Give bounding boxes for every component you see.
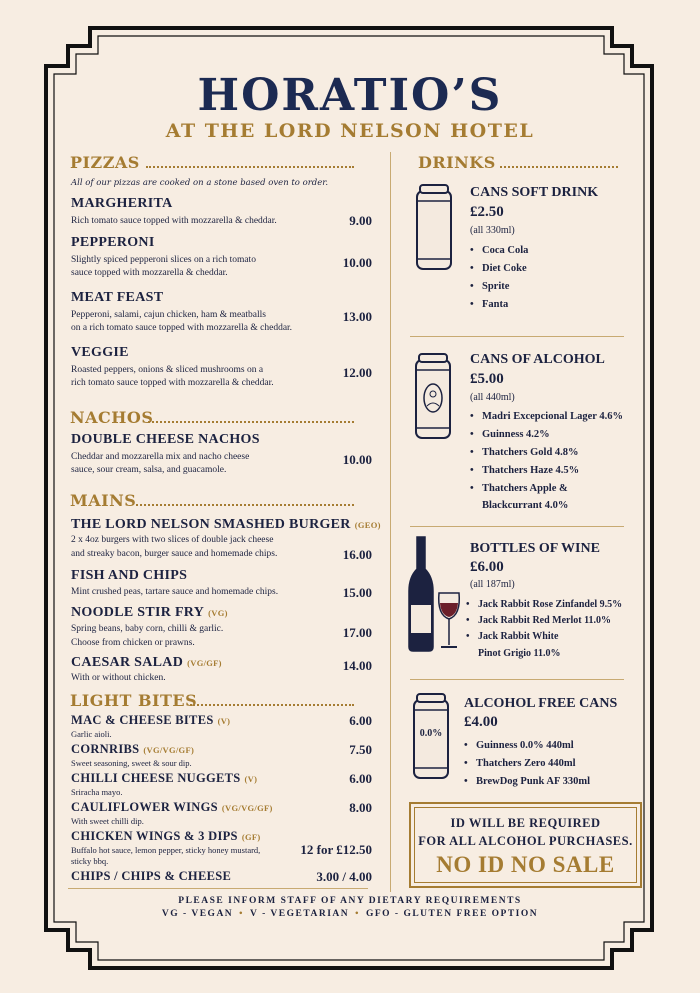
section-heading-pizzas: PIZZAS: [70, 153, 140, 172]
beer-can-icon: [413, 352, 453, 442]
list-item: • Fanta: [470, 296, 528, 314]
menu-item-fish-and-chips: FISH AND CHIPS: [71, 568, 188, 583]
list-item: • Guinness 4.2%: [470, 426, 623, 444]
drink-group-price: £6.00: [470, 559, 504, 575]
page-title: HORATIO’S: [197, 70, 503, 121]
list-item: • Sprite: [470, 278, 528, 296]
item-price: 3.00 / 4.00: [316, 869, 372, 884]
item-description: sauce topped with mozzarella & cheddar.: [71, 268, 228, 278]
list-item: • Thatchers Zero 440ml: [464, 755, 590, 773]
no-id-no-sale: NO ID NO SALE: [436, 852, 615, 877]
list-item: • Thatchers Gold 4.8%: [470, 444, 623, 462]
drink-group-title: ALCOHOL FREE CANS: [464, 696, 618, 711]
menu-item-smashed-burger: THE LORD NELSON SMASHED BURGER (GEO): [71, 517, 381, 532]
id-notice-line: FOR ALL ALCOHOL PURCHASES.: [418, 834, 633, 848]
drink-group-title: CANS SOFT DRINK: [470, 185, 599, 200]
drink-group-price: £4.00: [464, 714, 498, 730]
item-description: Garlic aioli.: [71, 729, 112, 739]
key-gluten-free: GFO - GLUTEN FREE OPTION: [365, 909, 539, 919]
item-description: Buffalo hot sauce, lemon pepper, sticky honey mustard,: [71, 845, 261, 855]
item-description: and streaky bacon, burger sauce and homemade chips.: [71, 549, 278, 559]
id-notice-line: ID WILL BE REQUIRED: [450, 816, 601, 830]
menu-item-cauliflower-wings: CAULIFLOWER WINGS (VG/VG/GF): [71, 800, 273, 814]
item-price: 15.00: [342, 585, 372, 600]
item-description: Mint crushed peas, tartare sauce and homemade chips.: [71, 587, 279, 597]
item-price: 13.00: [342, 309, 372, 324]
menu-item-chips: CHIPS / CHIPS & CHEESE: [71, 869, 232, 883]
item-price: 12 for £12.50: [300, 842, 372, 857]
page-subtitle: AT THE LORD NELSON HOTEL: [165, 120, 535, 142]
section-heading-light-bites: LIGHT BITES: [70, 691, 198, 710]
drink-group-title: CANS OF ALCOHOL: [470, 352, 605, 367]
dietary-tag: (VG/VG/GF): [221, 803, 273, 813]
item-price: 16.00: [342, 547, 372, 562]
drinks-divider: [410, 336, 624, 337]
menu-item-veggie: VEGGIE: [71, 345, 129, 360]
list-item: • Jack Rabbit White: [466, 629, 622, 645]
heading-dots: [146, 166, 354, 168]
item-description: Cheddar and mozzarella mix and nacho cheese: [71, 452, 250, 462]
menu-item-noodle-stir-fry: NOODLE STIR FRY (VG): [71, 605, 228, 620]
item-price: 6.00: [349, 713, 372, 728]
drink-list: [466, 597, 622, 645]
list-item-continued: Pinot Grigio 11.0%: [478, 648, 561, 659]
section-heading-nachos: NACHOS: [70, 408, 154, 427]
menu-item-pepperoni: PEPPERONI: [71, 235, 155, 250]
item-price: 10.00: [342, 452, 372, 467]
can-label: 0.0%: [419, 728, 443, 739]
item-price: 10.00: [342, 255, 372, 270]
heading-dots: [136, 504, 354, 506]
pizza-note: All of our pizzas are cooked on a stone based oven to order.: [71, 178, 329, 188]
wine-bottle-icon: [407, 535, 463, 653]
item-description: rich tomato sauce topped with mozzarella & cheddar.: [71, 378, 274, 388]
drink-group-price: £2.50: [470, 204, 504, 220]
item-description: With sweet chilli dip.: [71, 816, 144, 826]
list-item-continued: Blackcurrant 4.0%: [482, 500, 569, 511]
item-price: 7.50: [349, 742, 372, 757]
item-price: 17.00: [342, 625, 372, 640]
can-icon: [414, 183, 454, 273]
item-description: sauce, sour cream, salsa, and guacamole.: [71, 465, 227, 475]
item-description: Roasted peppers, onions & sliced mushrooms on a: [71, 365, 264, 375]
item-description: on a rich tomato sauce topped with mozzarella & cheddar.: [71, 323, 293, 333]
item-description: 2 x 4oz burgers with two slices of double jack cheese: [71, 535, 274, 545]
item-price: 8.00: [349, 800, 372, 815]
dietary-tag: (VG/VG/GF): [143, 745, 195, 755]
drink-group-size: (all 440ml): [470, 392, 515, 403]
drink-group-size: (all 330ml): [470, 225, 515, 236]
item-price: 6.00: [349, 771, 372, 786]
section-heading-drinks: DRINKS: [418, 153, 496, 172]
menu-item-meat-feast: MEAT FEAST: [71, 290, 164, 305]
list-item: • Madri Excepcional Lager 4.6%: [470, 408, 623, 426]
dietary-tag: (VG): [208, 608, 228, 618]
menu-item-chilli-cheese-nuggets: CHILLI CHEESE NUGGETS (V): [71, 771, 258, 785]
list-item: • Guinness 0.0% 440ml: [464, 737, 590, 755]
item-price: 9.00: [349, 213, 372, 228]
heading-dots: [148, 421, 354, 423]
footer-divider: [68, 888, 368, 889]
item-description: Pepperoni, salami, cajun chicken, ham & meatballs: [71, 310, 266, 320]
drinks-divider: [410, 526, 624, 527]
id-notice-box: [409, 802, 642, 888]
drinks-divider: [410, 679, 624, 680]
item-description: Sweet seasoning, sweet & sour dip.: [71, 758, 192, 768]
key-vegetarian: V - VEGETARIAN: [250, 909, 350, 919]
drink-group-size: (all 187ml): [470, 579, 515, 590]
item-description: Spring beans, baby corn, chilli & garlic.: [71, 624, 224, 634]
menu-item-mac-cheese-bites: MAC & CHEESE BITES (V): [71, 713, 231, 727]
item-description: Sriracha mayo.: [71, 787, 123, 797]
key-vegan: VG - VEGAN: [161, 909, 234, 919]
drink-list: [470, 408, 623, 498]
section-heading-mains: MAINS: [70, 491, 137, 510]
item-price: 12.00: [342, 365, 372, 380]
drink-group-price: £5.00: [470, 371, 504, 387]
dietary-tag: (V): [217, 716, 231, 726]
dietary-tag: (GF): [241, 832, 261, 842]
list-item: • BrewDog Punk AF 330ml: [464, 773, 590, 791]
list-item: • Thatchers Apple &: [470, 480, 623, 498]
heading-dots: [500, 166, 618, 168]
list-item: • Diet Coke: [470, 260, 528, 278]
item-description: Rich tomato sauce topped with mozzarella & cheddar.: [71, 216, 277, 226]
dietary-tag: (GEO): [354, 520, 381, 530]
list-item: • Jack Rabbit Rose Zinfandel 9.5%: [466, 597, 622, 613]
item-price: 14.00: [342, 658, 372, 673]
heading-dots: [190, 704, 354, 706]
drink-list: [464, 737, 590, 791]
item-description: Slightly spiced pepperoni slices on a rich tomato: [71, 255, 256, 265]
list-item: • Thatchers Haze 4.5%: [470, 462, 623, 480]
menu-item-chicken-wings: CHICKEN WINGS & 3 DIPS (GF): [71, 829, 261, 843]
dietary-tag: (VG/GF): [187, 658, 222, 668]
menu-item-cornribs: CORNRIBS (VG/VG/GF): [71, 742, 195, 756]
column-divider: [390, 152, 391, 892]
item-description: With or without chicken.: [71, 673, 166, 683]
list-item: • Jack Rabbit Red Merlot 11.0%: [466, 613, 622, 629]
dietary-key: VG - VEGAN • V - VEGETARIAN • GFO - GLUTEN FREE OPTION: [161, 909, 539, 919]
dietary-tag: (V): [244, 774, 258, 784]
dietary-notice: PLEASE INFORM STAFF OF ANY DIETARY REQUIREMENTS: [178, 896, 522, 906]
menu-item-caesar-salad: CAESAR SALAD (VG/GF): [71, 655, 222, 670]
menu-item-margherita: MARGHERITA: [71, 196, 173, 211]
drink-group-title: BOTTLES OF WINE: [470, 541, 600, 556]
drink-list: [470, 242, 528, 314]
item-description: Choose from chicken or prawns.: [71, 638, 195, 648]
list-item: • Coca Cola: [470, 242, 528, 260]
menu-item-double-cheese-nachos: DOUBLE CHEESE NACHOS: [71, 432, 260, 447]
item-description: sticky bbq.: [71, 856, 109, 866]
